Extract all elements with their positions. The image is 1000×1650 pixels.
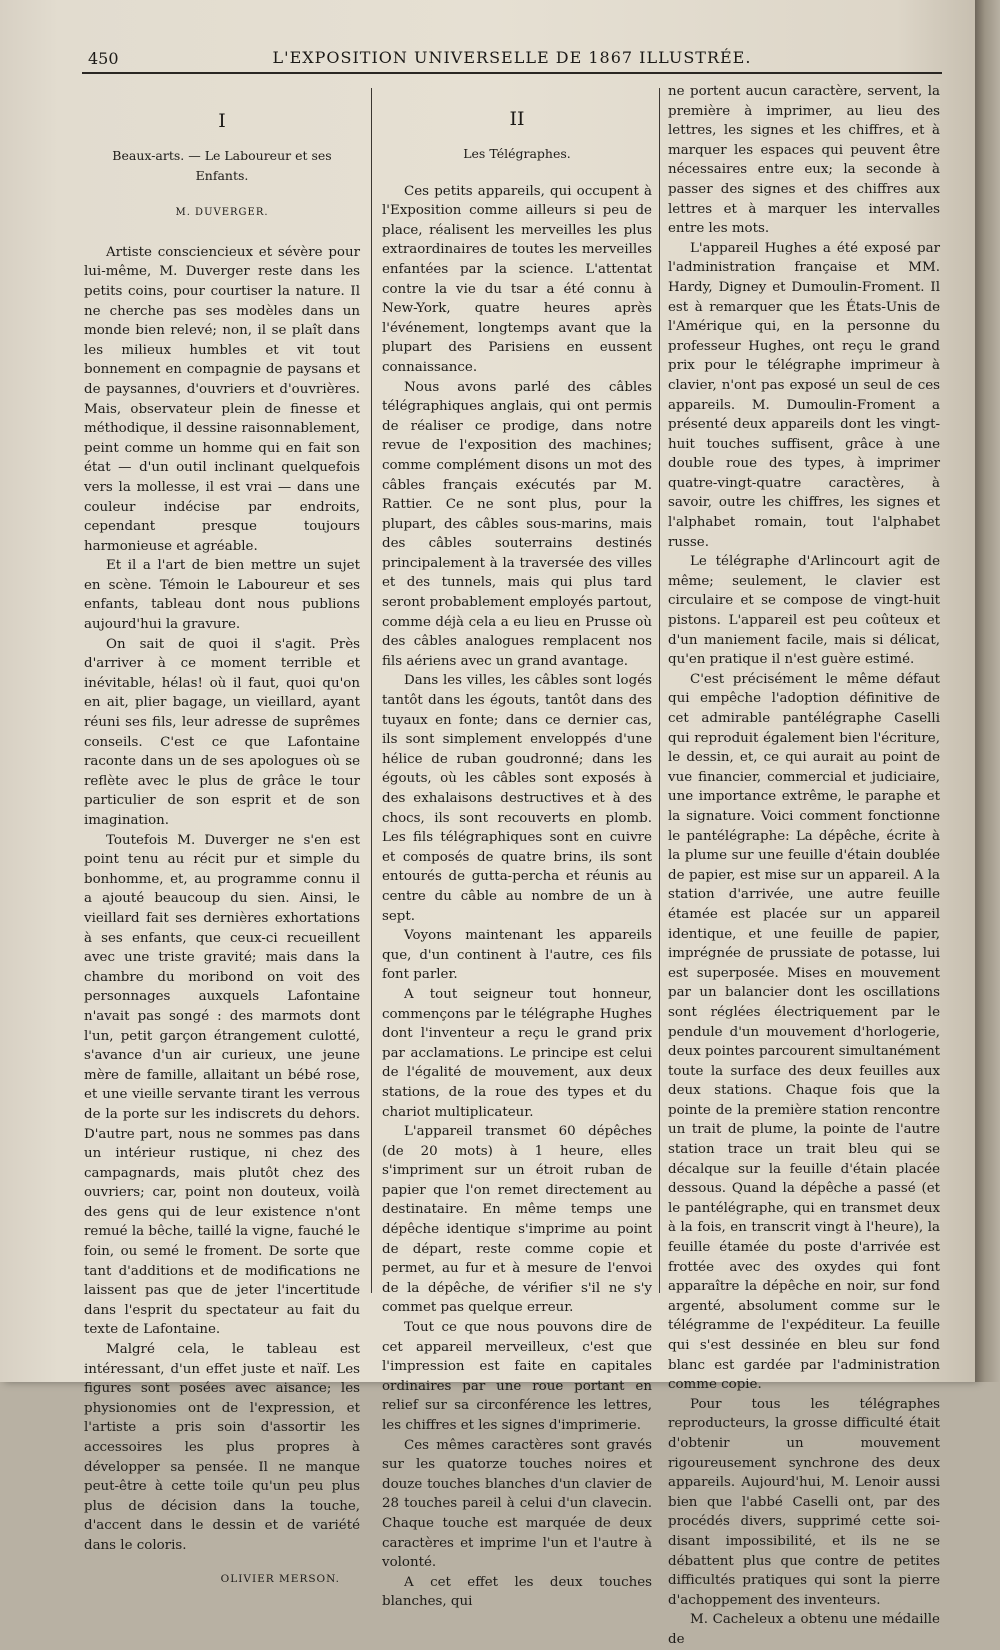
section-title: Les Télégraphes.: [463, 146, 571, 161]
paragraph: Artiste consciencieux et sévère pour lui-même, M. Duverger reste dans les petits coins, pour courtiser la nature. Il ne cherche pas ses modèles dans un monde bien relevé; non, il se plaît dans les milieux humbles et vit tout bonnement en compagnie de paysans et de paysannes, d'ouvriers et d'ouvrières. Mais, observateur plein de finesse et méthodique, il dessine raisonnablement, peint comme un homme qui en fait son état — d'un outil inclinant quelquefois vers la mollesse, il est vrai — dans une couleur indécise par endroits, cependant presque toujours harmonieuse et agréable.: [84, 244, 360, 554]
paragraph: Malgré cela, le tableau est intéressant, d'un effet juste et naïf. Les figures sont posées avec aisance; les physionomies ont de l'expression, et l'artiste a pris soin d'assortir les accessoires les plus propres à développer sa pensée. Il ne manque peut-être à cette toile qu'un peu plus plus de décision dans la touche, d'accent dans le dessin et de variété dans le coloris.: [84, 1342, 360, 1553]
paragraph: Dans les villes, les câbles sont logés tantôt dans les égouts, tantôt dans des tuyaux en fonte; dans ce dernier cas, ils sont simplement enveloppés d'une hélice de ruban goudronné; dans les égouts, où les câbles sont exposés à des exhalaisons destructives et à des chocs, ils sont recouverts en plomb. Les fils télégraphiques sont en cuivre et composés de quatre brins, ils sont entourés de gutta-percha et réunis au centre du câble au nombre de un à sept.: [382, 673, 652, 924]
column-rule-2: [659, 88, 660, 1293]
paragraph: Pour tous les télégraphes reproducteurs, la grosse difficulté était d'obtenir un mouvement rigoureusement synchrone des deux appareils. Aujourd'hui, M. Lenoir aussi bien que l'abbé Caselli ont, par des procédés divers, supprimé cette soi-disant impossibilité, et ils ne se débattent plus que contre de petites difficultés pratiques qui sont la pierre d'achoppement des inventeurs.: [668, 1396, 940, 1608]
paragraph: A cet effet les deux touches blanches, qui: [382, 1574, 652, 1610]
column-2: [382, 82, 652, 1612]
paragraph: M. Cacheleux a obtenu une médaille de: [668, 1612, 940, 1647]
column-rule-1: [371, 88, 372, 1293]
paragraph: L'appareil Hughes a été exposé par l'administration française et MM. Hardy, Digney et Dumoulin-Froment. Il est à remarquer que les États-Unis de l'Amérique qui, en la personne du professeur Hughes, ont reçu le grand prix pour le télégraphe imprimeur à clavier, n'ont pas exposé un seul de ces appareils. M. Dumoulin-Froment a présenté deux appareils dont les vingt-huit touches suffisent, grâce à une double roue des types, à imprimer quatre-vingt-quatre caractères, à savoir, outre les chiffres, les signes et l'alphabet romain, tout l'alphabet russe.: [668, 240, 940, 550]
paragraph: Toutefois M. Duverger ne s'en est point tenu au récit pur et simple du bonhomme, et, au programme connu il a ajouté beaucoup du sien. Ainsi, le vieillard fait ses dernières exhortations à ses enfants, que ceux-ci recueillent avec une triste gravité; mais dans la chambre du moribond on voit des personnages auxquels Lafontaine n'avait pas songé : des marmots dont l'un, petit garçon étrangement culotté, s'avance d'un air curieux, une jeune mère de famille, allaitant un bébé rose, et une vieille servante tirant les verrous de la porte sur les indiscrets du dehors. D'autre part, nous ne sommes pas dans un intérieur rustique, ni chez des campagnards, mais plutôt chez des ouvriers; car, point non douteux, voilà des gens qui de leur existence n'ont remué la bêche, taillé la vigne, fauché le foin, ou semé le froment. De sorte que tant d'additions et de modifications ne laissent pas que de jeter l'incertitude dans l'esprit du spectateur au fait du texte de Lafontaine.: [84, 832, 360, 1338]
column-1: [84, 82, 360, 1589]
paragraph: A tout seigneur tout honneur, commençons par le télégraphe Hughes dont l'inventeur a reçu le grand prix par acclamations. Le principe est celui de l'égalité de mouvement, aux deux stations, de la roue des types et du chariot multiplicateur.: [382, 986, 652, 1120]
page-header: [82, 44, 942, 74]
paragraph: C'est précisément le même défaut qui empêche l'adoption définitive de cet admirable pantélégraphe Caselli qui reproduit également bien l'écriture, le dessin, et, ce qui aurait au point de vue financier, commercial et judiciaire, une importance extrême, le paraphe et la signature. Voici comment fonctionne le pantélégraphe: La dépêche, écrite à la plume sur une feuille d'étain doublée de papier, est mise sur un appareil. A la station d'arrivée, une autre feuille étamée est placée sur un appareil identique, et une feuille de papier, imprégnée de prussiate de potasse, lui est superposée. Mises en mouvement par un balancier dont les oscillations sont réglées électriquement par le pendule d'un mouvement d'horlogerie, deux pointes parcourent simultanément toute la surface des deux feuilles aux deux stations. Chaque fois que la pointe de la première station rencontre un trait de plume, la pointe de l'autre station trace un trait bleu qui se décalque sur la feuille d'étain placée dessous. Quand la dépêche a passé (et le pantélégraphe, qui en transmet deux à la fois, en transcrit vingt à l'heure), la feuille étamée du poste d'arrivée est frottée avec des oxydes qui font apparaître la dépêche en noir, sur fond argenté, absolument comme sur le télégramme de l'expéditeur. La feuille qui s'est dessinée en bleu sur fond blanc est gardée par l'administration comme copie.: [668, 671, 940, 1393]
signature: OLIVIER MERSON.: [220, 1572, 340, 1585]
section-numeral: II: [509, 108, 525, 130]
section-title: Beaux-arts. — Le Laboureur et ses Enfants.: [112, 148, 332, 183]
paragraph-continuation: ne portent aucun caractère, servent, la première à imprimer, au lieu des lettres, les signes et les chiffres, et à marquer les espaces qui peuvent être nécessaires entre eux; la seconde à passer des signes et des chiffres aux lettres et à marquer les intervalles entre les mots.: [668, 84, 940, 237]
page-edge: [975, 0, 1000, 1382]
paragraph: Et il a l'art de bien mettre un sujet en scène. Témoin le Laboureur et ses enfants, tableau dont nous publions aujourd'hui la gravure.: [84, 558, 360, 633]
author-line: M. DUVERGER.: [175, 207, 269, 219]
column-3: [668, 82, 940, 1650]
paragraph: Nous avons parlé des câbles télégraphiques anglais, qui ont permis de réaliser ce prodige, dans notre revue de l'exposition des machines; comme complément disons un mot des câbles français exécutés par M. Rattier. Ce ne sont plus, pour la plupart, des câbles sous-marins, mais des câbles souterrains destinés principalement à la traversée des villes et des tunnels, mais qui plus tard seront probablement employés partout, comme déjà cela a eu lieu en Prusse où des câbles analogues remplacent nos fils aériens avec un grand avantage.: [382, 379, 652, 669]
section-numeral: I: [218, 110, 226, 132]
paragraph: Tout ce que nous pouvons dire de cet appareil merveilleux, c'est que l'impression est faite en capitales ordinaires par une roue portant en relief sur sa circonférence les lettres, les chiffres et les signes d'imprimerie.: [382, 1320, 652, 1433]
paragraph: L'appareil transmet 60 dépêches (de 20 mots) à 1 heure, elles s'impriment sur un étroit ruban de papier que l'on remet directement au destinataire. En même temps une dépêche identique s'imprime au point de départ, reste comme copie et permet, au fur et à mesure de l'envoi de la dépêche, de vérifier s'il ne s'y commet pas quelque erreur.: [382, 1124, 652, 1316]
paragraph: On sait de quoi il s'agit. Près d'arriver à ce moment terrible et inévitable, hélas! où il faut, quoi qu'on en ait, plier bagage, un vieillard, ayant réuni ses fils, leur adresse de suprêmes conseils. C'est ce que Lafontaine raconte dans un de ses apologues où se reflète avec le plus de grâce le tour particulier de son esprit et de son imagination.: [84, 636, 360, 828]
paragraph: Voyons maintenant les appareils que, d'un continent à l'autre, ces fils font parler.: [382, 928, 652, 983]
paragraph: Ces mêmes caractères sont gravés sur les quatorze touches noires et douze touches blanches d'un clavier de 28 touches pareil à celui d'un clavecin. Chaque touche est marquée de deux caractères et imprime l'un et l'autre à volonté.: [382, 1437, 652, 1571]
running-title: L'EXPOSITION UNIVERSELLE DE 1867 ILLUSTRÉE.: [272, 48, 752, 67]
page-number: 450: [88, 49, 119, 68]
paragraph: Ces petits appareils, qui occupent à l'Exposition comme ailleurs si peu de place, réalisent les merveilles les plus extraordinaires de toutes les merveilles enfantées par la science. L'attentat contre la vie du tsar a été connu à New-York, quatre heures après l'événement, longtemps avant que la plupart des Parisiens en eussent connaissance.: [382, 183, 652, 375]
paragraph: Le télégraphe d'Arlincourt agit de même; seulement, le clavier est circulaire et se compose de vingt-huit pistons. L'appareil est peu coûteux et d'un maniement facile, mais si délicat, qu'en pratique il n'est guère estimé.: [668, 554, 940, 668]
